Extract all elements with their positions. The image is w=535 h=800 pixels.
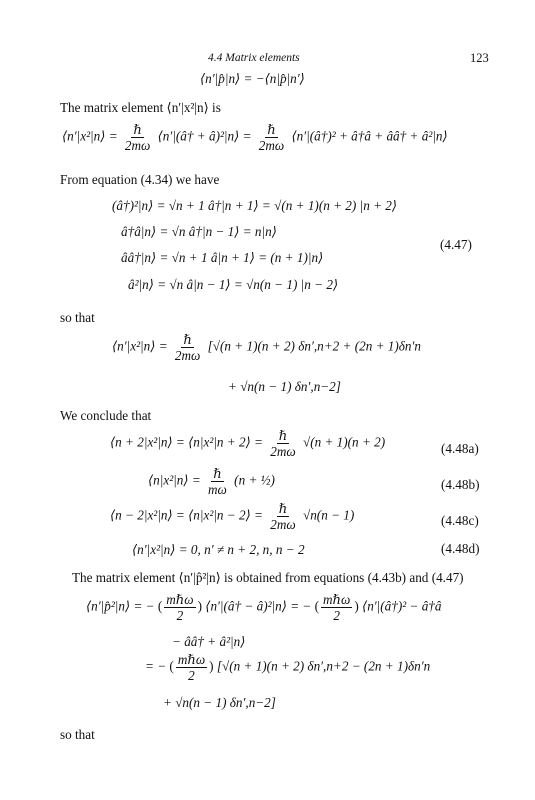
paragraph-text: The matrix element ⟨n′|p̂²|n⟩ is obtained from equations (4.43b) and (4.47): [72, 570, 464, 585]
equation-4-48b: ⟨n|x²|n⟩ = $\frac{\text{ℏ}}{m\omega}$ (n + ½): [148, 466, 275, 497]
equation-number: (4.47): [440, 237, 472, 252]
equation-number: (4.48a): [441, 441, 479, 456]
equation-p2-expansion-continued: − ââ† + â²|n⟩: [172, 634, 246, 649]
equation-adag-squared: (â†)²|n⟩ = √n + 1 â†|n + 1⟩ = √(n + 1)(n + 2) |n + 2⟩: [112, 198, 398, 213]
equation-x2-expansion: ⟨n′|x²|n⟩ = $\frac{\text{ℏ}}{2m\omega}$ ⟨n′|(â† + â)²|n⟩ = $\frac{\text{ℏ}}{2m\omega}$ ⟨n′|(â†)² + â†â + ââ† + â²|n⟩: [62, 122, 448, 153]
equation-number-operator: â†â|n⟩ = √n â†|n − 1⟩ = n|n⟩: [121, 224, 277, 239]
equation-number: (4.48b): [441, 477, 480, 492]
equation-a-adag: ââ†|n⟩ = √n + 1 â|n + 1⟩ = (n + 1)|n⟩: [121, 250, 324, 265]
equation-4-48d: ⟨n′|x²|n⟩ = 0, n′ ≠ n + 2, n, n − 2: [132, 542, 305, 557]
equation-p2-delta-continued: + √n(n − 1) δn′,n−2]: [163, 695, 276, 710]
paragraph-text: From equation (4.34) we have: [60, 172, 220, 187]
paragraph-text: so that: [60, 727, 95, 742]
paragraph-text: so that: [60, 310, 95, 325]
equation-x2-delta: ⟨n′|x²|n⟩ = $\frac{\text{ℏ}}{2m\omega}$ [√(n + 1)(n + 2) δn′,n+2 + (2n + 1)δn′n: [112, 332, 421, 363]
equation-p-antisymmetry: ⟨n′|p̂|n⟩ = −⟨n|p̂|n′⟩: [200, 71, 305, 86]
equation-x2-delta-continued: + √n(n − 1) δn′,n−2]: [228, 379, 341, 394]
equation-a-squared: â²|n⟩ = √n â|n − 1⟩ = √n(n − 1) |n − 2⟩: [128, 277, 339, 292]
equation-p2-expansion: ⟨n′|p̂²|n⟩ = − ( $\frac{\text{mℏω}}{2}$ ) ⟨n′|(â† − â)²|n⟩ = − ( $\frac{\text{mℏω}}{2}$ ) ⟨n′|(â†)² − â†â: [86, 592, 442, 623]
equation-p2-delta: = − ( $\frac{\text{mℏω}}{2}$ ) [√(n + 1)(n + 2) δn′,n+2 − (2n + 1)δn′n: [145, 652, 431, 683]
equation-number: (4.48c): [441, 513, 479, 528]
running-header: 4.4 Matrix elements: [208, 52, 300, 64]
equation-4-48a: ⟨n + 2|x²|n⟩ = ⟨n|x²|n + 2⟩ = $\frac{\text{ℏ}}{2m\omega}$ √(n + 1)(n + 2): [110, 428, 386, 459]
paragraph-text: We conclude that: [60, 408, 152, 423]
paragraph-text: The matrix element ⟨n′|x²|n⟩ is: [60, 100, 221, 115]
equation-4-48c: ⟨n − 2|x²|n⟩ = ⟨n|x²|n − 2⟩ = $\frac{\text{ℏ}}{2m\omega}$ √n(n − 1): [110, 501, 355, 532]
page-number: 123: [470, 51, 489, 65]
equation-number: (4.48d): [441, 541, 480, 556]
